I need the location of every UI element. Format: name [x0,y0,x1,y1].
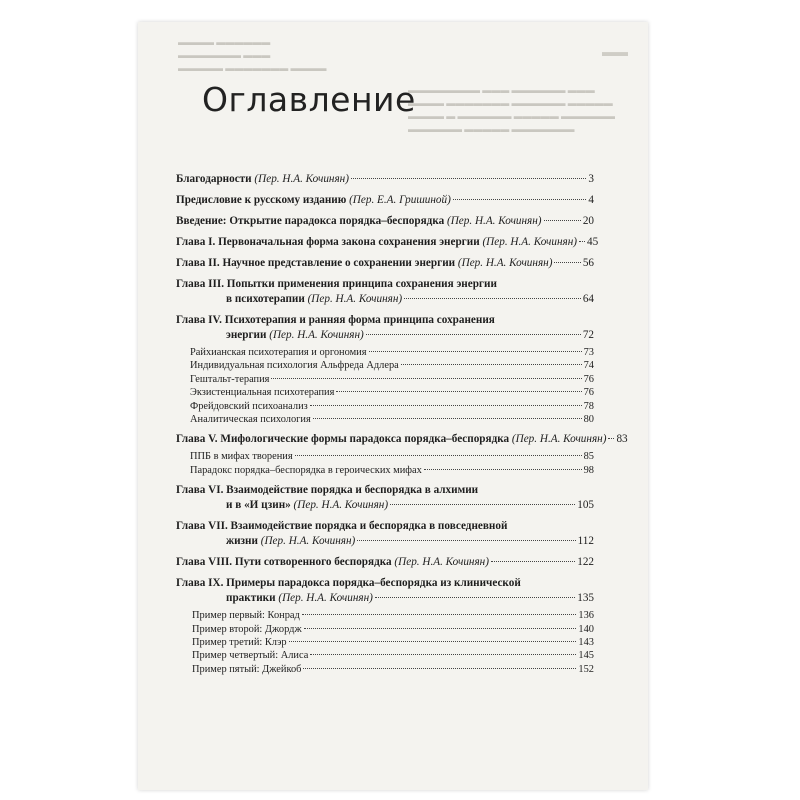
toc-subsection-title: Пример первый: Конрад [192,610,300,622]
toc-entry-title-cont: энергии [226,329,267,341]
toc-entry [176,256,594,271]
toc-subsection-page-number: 73 [583,347,594,358]
toc-entry-line [176,483,594,498]
toc-entry-title: Введение: Открытие парадокса порядка–беспорядка [176,215,445,227]
toc-entry [176,313,594,426]
leader-dots [310,405,582,406]
page-title: Оглавление [202,80,416,119]
toc-entry-line [176,193,594,208]
toc-subsection [176,373,594,386]
toc-subsection [176,386,594,399]
toc-subsection-title: Экзистенциальная психотерапия [190,387,335,399]
toc-entry [176,432,628,477]
toc-entry-page-number: 72 [582,329,594,341]
toc-subsection-title: Аналитическая психология [190,414,311,426]
leader-dots [579,241,585,242]
toc-entry-line [176,256,594,271]
toc-entry-translator: (Пер. Н.А. Кочинян) [511,433,607,446]
toc-entry-translator: (Пер. Н.А. Кочинян) [447,215,542,227]
toc-entry-translator: (Пер. Н.А. Кочинян) [293,499,389,512]
leader-dots [336,391,581,392]
leader-dots [544,220,581,221]
toc-entry-line [176,534,594,549]
toc-entry-page-number: 112 [577,535,594,548]
toc-entry-page-number: 4 [588,194,594,206]
toc-subsection-page-number: 152 [578,663,594,675]
toc-entry-title-cont: в психотерапии [226,293,305,305]
toc-subsection [176,450,594,463]
toc-entry [176,235,599,250]
leader-dots [369,351,582,352]
toc-entry-line [176,591,594,606]
toc-entry-line [176,555,594,570]
toc-subsection-title: Гештальт-терапия [190,373,270,385]
leader-dots [366,334,581,335]
toc-entry-line [176,328,594,343]
toc-entry-line [176,498,594,513]
toc-entry-title: Благодарности [176,173,252,185]
toc-entry-title: Глава II. Научное представление о сохранении энергии [176,257,456,269]
toc-entry-translator: (Пер. Н.А. Кочинян) [457,257,553,269]
toc-entry-title: Глава I. Первоначальная форма закона сохранения энергии [176,236,480,248]
toc-entry-translator: (Пер. Е.А. Гришиной) [349,194,451,206]
toc-subsection-page-number: 143 [578,637,594,649]
leader-dots [289,641,577,642]
leader-dots [304,628,577,629]
toc-entry-line [176,432,628,447]
toc-entry-translator: (Пер. Н.А. Кочинян) [269,329,364,341]
toc-subsection [176,636,594,649]
toc-entry [176,277,594,307]
leader-dots [424,469,582,470]
toc-entry-title: Глава VI. Взаимодействие порядка и беспорядка в алхимии [176,484,479,497]
toc-subsection-page-number: 140 [578,623,594,635]
toc-entry-translator: (Пер. Н.А. Кочинян) [482,236,577,248]
toc-entry-page-number: 56 [582,257,594,269]
toc-entry-page-number: 122 [577,556,594,569]
toc-subsection-title: Пример второй: Джордж [192,623,302,635]
toc-subsection [176,346,594,359]
toc-entry-page-number: 64 [582,293,594,305]
toc-subsection-title: ППБ в мифах творения [190,451,293,463]
toc-subsection-page-number: 74 [583,360,594,372]
toc-entry-line [176,292,594,307]
toc-entry-translator: (Пер. Н.А. Кочинян) [254,173,349,185]
toc-entry-line [176,235,599,250]
toc-entry-translator: (Пер. Н.А. Кочинян) [307,293,403,305]
toc-entry-translator: (Пер. Н.А. Кочинян) [278,592,373,605]
toc-subsection-list [176,609,594,676]
leader-dots [271,378,581,379]
toc-subsection-page-number: 98 [583,464,594,476]
toc-subsection-title: Парадокс порядка–беспорядка в героических мифах [190,464,422,476]
toc-subsection-page-number: 145 [578,650,594,662]
toc-entry-page-number: 20 [582,215,594,227]
toc-entry [176,214,594,229]
toc-entry [176,172,594,187]
toc-subsection [176,609,594,622]
leader-dots [404,298,581,299]
toc-entry-translator: (Пер. Н.А. Кочинян) [260,535,356,548]
toc-subsection-title: Пример четвертый: Алиса [192,650,309,662]
leader-dots [390,504,575,505]
toc-subsection-page-number: 76 [583,387,594,399]
toc-subsection [176,649,594,662]
book-page [138,22,648,790]
toc-subsection [176,413,594,426]
toc-entry-title-cont: практики [226,592,276,605]
toc-entry-line [176,172,594,187]
toc-subsection-list [176,450,594,477]
toc-entry-page-number: 83 [616,433,628,446]
toc-entry-title: Предисловие к русскому изданию [176,194,347,206]
toc-subsection [176,400,594,413]
toc-entry-title: Глава VII. Взаимодействие порядка и беспорядка в повседневной [176,520,508,533]
toc-entry [176,576,594,676]
toc-entry-page-number: 135 [577,592,594,605]
toc-subsection [176,623,594,636]
toc-entry-translator: (Пер. Н.А. Кочинян) [394,556,489,569]
toc-entry-title: Глава III. Попытки применения принципа сохранения энергии [176,278,497,290]
toc-subsection-title: Пример третий: Клэр [192,637,287,649]
bleed-through-text: ▬▬▬▬ ▬▬▬▬▬▬ ▬▬▬▬▬▬▬ ▬▬▬ ▬▬▬▬▬ ▬▬▬▬▬▬▬ ▬▬▬▬ ▬▬▬▬▬▬▬▬ ▬▬▬ ▬▬▬▬▬▬ ▬▬▬ ▬▬▬▬ ▬▬▬▬▬▬▬ ▬▬▬▬▬▬ ▬▬▬▬▬ ▬▬▬▬ ▬ ▬▬▬▬▬▬ ▬▬▬▬▬ ▬▬▬▬▬▬ ▬▬▬▬▬▬ ▬▬▬▬▬ ▬▬▬▬▬▬▬ ▬▬ [178,37,628,134]
toc-entry-line [176,313,594,328]
toc-subsection [176,359,594,372]
toc-subsection-title: Фрейдовский психоанализ [190,400,308,412]
toc-subsection [176,464,594,477]
leader-dots [310,654,576,655]
leader-dots [303,668,576,669]
toc-entry-line [176,519,594,534]
toc-subsection-list [176,346,594,426]
toc-subsection-page-number: 76 [583,373,594,385]
toc-entry [176,483,594,513]
toc-entry-title: Глава V. Мифологические формы парадокса порядка–беспорядка [176,433,510,446]
leader-dots [357,540,575,541]
toc-entry-line [176,576,594,591]
toc-subsection-page-number: 85 [583,451,594,463]
leader-dots [608,438,614,439]
leader-dots [491,561,575,562]
toc-entry [176,519,594,549]
toc-subsection [176,663,594,676]
table-of-contents [176,172,628,682]
toc-subsection-title: Райхианская психотерапия и оргономия [190,347,367,358]
toc-entry-title: Глава IV. Психотерапия и ранняя форма принципа сохранения [176,314,495,326]
toc-entry-line [176,277,594,292]
leader-dots [453,199,587,200]
toc-entry-page-number: 3 [588,173,594,185]
toc-subsection-page-number: 80 [583,414,594,426]
toc-entry-page-number: 45 [586,236,599,248]
leader-dots [302,614,577,615]
leader-dots [375,597,575,598]
toc-subsection-page-number: 136 [578,610,594,622]
toc-entry-page-number: 105 [577,499,594,512]
leader-dots [313,418,582,419]
leader-dots [295,455,582,456]
toc-entry-title-cont: и в «И цзин» [226,499,291,512]
leader-dots [401,364,582,365]
toc-subsection-page-number: 78 [583,400,594,412]
toc-entry-title: Глава IX. Примеры парадокса порядка–беспорядка из клинической [176,577,521,590]
toc-entry-title: Глава VIII. Пути сотворенного беспорядка [176,556,392,569]
toc-entry [176,193,594,208]
leader-dots [554,262,580,263]
toc-subsection-title: Пример пятый: Джейкоб [192,663,302,675]
leader-dots [351,178,586,179]
toc-entry-title-cont: жизни [226,535,258,548]
toc-entry [176,555,594,570]
toc-subsection-title: Индивидуальная психология Альфреда Адлера [190,360,399,372]
toc-entry-line [176,214,594,229]
